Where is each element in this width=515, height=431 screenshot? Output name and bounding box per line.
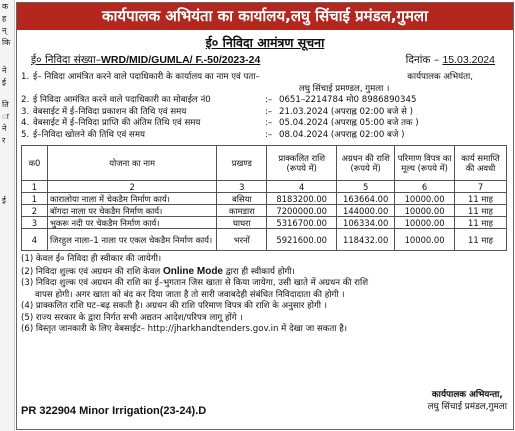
date-value: 15.03.2024 [442,54,495,66]
edge-fragment: ति [2,100,9,109]
table-row [22,229,507,251]
info-value: कार्यपालक अभियंता, [407,72,473,82]
online-mode-text: Online Mode [162,265,223,277]
table-cell: भुकरू नदी पर चेकडैम निर्माण कार्य। [47,217,216,229]
table-cell: घाघरा [217,217,267,229]
table-cell: जिरहुल नाला–1 नाला पर एकल चेकडैम निर्माण कार्य। [47,229,216,251]
table-cell: 7200000.00 [267,205,337,217]
table-cell: 6 [395,181,455,193]
edge-fragment: ा [2,112,9,121]
table-cell: 3 [217,181,267,193]
info-label: ई–निविदा खोलने की तिथि एवं समय [33,129,145,140]
table-cell: 2 [47,181,216,193]
column-index-row [22,181,507,193]
column-header: अग्रधन की राशि (रूपये में) [337,146,395,181]
term-item: (5) राज्य सरकार के द्वारा निर्गत सभी अद्यतन आदेश/परिपत्र लागू होंगे । [21,312,243,323]
info-number: 5. [21,129,30,140]
table-cell: 5 [337,181,395,193]
info-row [21,84,513,96]
table-header-row [22,146,507,181]
tender-number-value: WRD/MID/GUMLA/ F.-50/2023-24 [101,54,261,66]
table-cell: भरनों [217,229,267,251]
term-item [21,266,513,279]
table-cell: कारालोया नाला में चेकडैम निर्माण कार्य। [47,193,216,205]
table-cell: 11 माह [455,229,507,251]
column-header: परिमाण विपत्र का मूल्य (रूपये में) [395,146,455,181]
info-label: वेबसाईट में ई–निविदा प्राप्ति की अंतिम तिथि एवं समय [33,118,201,128]
term-item: (3) निविदा शुल्क एवं अग्रधन की राशि का ई–भुगतान जिस खाता से किया जायेगा, उसी खाते में अग्रधन की राशि [21,278,369,288]
info-row [21,72,513,84]
table-row [22,193,507,205]
edge-fragment: न् [2,26,7,35]
column-header: क0 [22,146,48,181]
info-value: 05.04.2024 (अपराह्न 05:00 बजे तक ) [279,118,419,128]
term-item: (4) प्राक्कलित राशि घट–बढ़ सकती है। अग्रधन की राशि परिमाण विपत्र की राशि के अनुसार होगी । [21,301,328,311]
edge-fragment: कि [2,38,11,47]
table-cell: 118432.00 [337,229,395,251]
table-row [22,205,507,217]
edge-fragment: ई [2,78,6,87]
tender-number [31,54,260,66]
signature-title: कार्यपालक अभियन्ता, [431,390,503,400]
edge-fragment: क [2,2,9,11]
info-value: 08.04.2024 (अपराह्न 02:00 बजे ) [279,129,405,140]
info-label: वेबसाईट में ई–निविदा प्रकाशन की तिथि एवं समय [33,106,187,117]
tender-number-line [31,53,513,67]
table-cell: 4 [22,229,48,251]
info-value: 21.03.2024 (अपराह्न 02:00 बजे से ) [279,106,413,117]
term-text: (2) निविदा शुल्क एवं अग्रधन की राशि केवल [21,266,161,277]
signature-block [428,389,507,413]
tender-number-label: ई० निविदा संख्या– [31,54,101,66]
edge-fragment: ने [2,66,7,75]
table-cell: 7 [455,181,507,193]
info-row [21,118,513,130]
table-cell: 1 [22,193,48,205]
signature-office: लघु सिंचाई प्रमंडल,गुमला [427,402,507,412]
edge-fragment: ई [2,196,6,205]
info-sep: :– [265,95,273,105]
tender-info-list [21,72,513,141]
tender-notice [16,2,514,430]
table-cell: 10000.00 [395,193,455,205]
info-number: 2. [21,95,30,105]
info-label: ई निविदा आमंत्रित करने वाले पदाधिकारी का मोबाईल नं0 [33,95,211,105]
info-number: 1. [21,72,30,82]
column-header: कार्य समाप्ति की अवधी [455,146,507,181]
table-cell: 11 माह [455,205,507,217]
info-label [33,84,265,96]
edge-fragment: ने [2,124,7,133]
pr-number: PR 322904 Minor Irrigation(23-24).D [21,405,207,417]
table-cell: कामडारा [217,205,267,217]
info-label: ई– निविदा आमंत्रित करने वाले पदाधिकारी के कार्यालय का नाम एवं पता– [33,72,260,82]
table-row [22,217,507,229]
info-row [21,130,513,142]
column-header: प्रखण्ड [217,146,267,181]
table-cell: 1 [22,181,48,193]
edge-fragment: र [2,136,6,145]
schemes-table [21,145,507,251]
table-cell: 11 माह [455,217,507,229]
term-item: वापस होगी। अगर खाता को बंद कर दिया जाता है तो सारी जवाबदेही संबंधित निविदादाता की होगी । [35,289,345,300]
office-header: कार्यपालक अभियंता का कार्यालय,लघु सिंचाई प्रमंडल,गुमला [17,3,513,30]
info-value: लघु सिंचाई प्रमण्डल, गुमला । [299,83,390,94]
info-sep: :– [265,129,273,140]
info-sep [265,84,279,96]
term-text: द्वारा ही स्वीकार्य होगी। [225,266,295,277]
table-cell: 10000.00 [395,229,455,251]
table-cell: 144000.00 [337,205,395,217]
table-cell: 5316700.00 [267,217,337,229]
table-cell: 2 [22,205,48,217]
terms-list [21,254,513,336]
info-row [21,107,513,119]
table-cell: 106334.00 [337,217,395,229]
table-cell: 11 माह [455,193,507,205]
table-cell: 4 [267,181,337,193]
column-header: योजना का नाम [47,146,216,181]
table-cell: 163664.00 [337,193,395,205]
info-number [21,84,33,96]
adjacent-column-edge [0,0,15,431]
info-row [21,95,513,107]
table-cell: 5921600.00 [267,229,337,251]
table-cell: बॉगदा नाला पर चेकडैम निर्माण कार्य। [47,205,216,217]
info-number: 3. [21,106,30,117]
column-header: प्राक्कलित राशि (रूपये में) [267,146,337,181]
info-value: 0651–2214784 मो0 8986890345 [279,95,417,105]
table-cell: 3 [22,217,48,229]
date-label: दिनांक – [405,54,440,66]
table-cell: 10000.00 [395,217,455,229]
table-cell: बसिया [217,193,267,205]
notice-title: ई० निविदा आमंत्रण सूचना [205,35,325,50]
info-number: 4. [21,118,30,128]
edge-fragment: ह [2,14,7,23]
term-item: (6) विस्तृत जानकारी के लिए वेबसाईट– http://jharkhandtenders.gov.in में देखा जा सकता है। [21,324,348,334]
tender-date [406,53,495,67]
info-sep: :– [265,118,273,128]
table-cell: 10000.00 [395,205,455,217]
table-cell: 8183200.00 [267,193,337,205]
term-item: (1) केवल ई० निविदा ही स्वीकार की जायेगी। [21,254,162,264]
info-sep: :– [265,106,273,117]
